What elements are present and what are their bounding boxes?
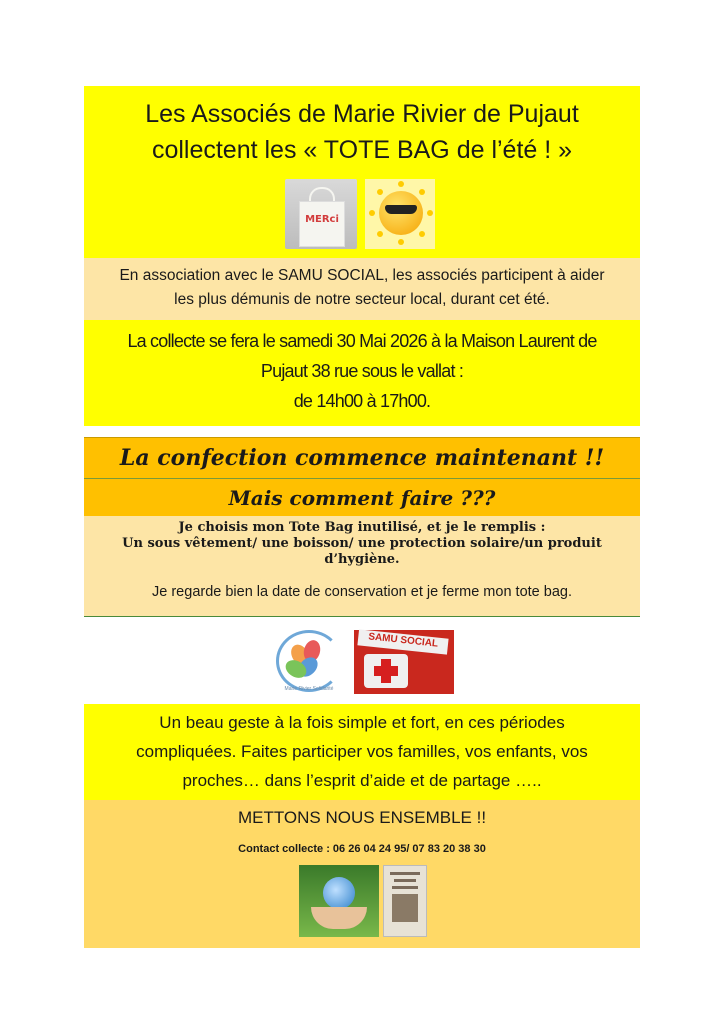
- instructions: [84, 516, 640, 617]
- header-section: [84, 86, 640, 258]
- instruction-line-2: Un sous vêtement/ une boisson/ une protection solaire/un produit: [122, 536, 602, 551]
- call-to-action: [84, 704, 640, 800]
- instruction-line-4: Je regarde bien la date de conservation et je ferme mon tote bag.: [152, 584, 572, 600]
- tote-bag-logo-text: MERci: [305, 214, 339, 225]
- book-cover-image: [383, 865, 427, 937]
- header-images: [285, 179, 445, 249]
- marie-rivier-caption: Marie Rivier Solidarité: [284, 686, 334, 692]
- cta-line-1: Un beau geste à la fois simple et fort, en ces périodes: [159, 713, 565, 732]
- page-title: [84, 86, 640, 168]
- cta-line-3: proches… dans l’esprit d’aide et de partage …..: [182, 771, 542, 790]
- association-line-1: En association avec le SAMU SOCIAL, les associés participent à aider: [119, 267, 605, 284]
- association-line-2: les plus démunis de notre secteur local, durant cet été.: [174, 291, 550, 308]
- samu-social-text: SAMU SOCIAL: [367, 631, 439, 650]
- red-cross-icon: [364, 654, 408, 688]
- instruction-line-1: Je choisis mon Tote Bag inutilisé, et je le remplis :: [178, 520, 546, 535]
- slogan: METTONS NOUS ENSEMBLE !!: [237, 808, 487, 827]
- contact-info: Contact collecte : 06 26 04 24 95/ 07 83 20 38 30: [238, 843, 486, 855]
- marie-rivier-logo: [270, 620, 348, 696]
- title-line-1: Les Associés de Marie Rivier de Pujaut: [145, 100, 579, 128]
- heading-how-to-text: Mais comment faire ???: [228, 486, 496, 510]
- collect-details: [84, 320, 640, 426]
- sun-sunglasses-image: [365, 179, 435, 249]
- tote-bag-image: [285, 179, 357, 249]
- cta-line-2: compliquées. Faites participer vos familles, vos enfants, vos: [136, 742, 588, 761]
- heading-how-to: [84, 478, 640, 516]
- heading-confection: [84, 437, 640, 478]
- bottom-images: [299, 865, 427, 937]
- association-text: [84, 258, 640, 320]
- earth-hands-image: [299, 865, 379, 937]
- instruction-line-3: d’hygiène.: [324, 552, 400, 567]
- slogan-section: [84, 800, 640, 948]
- collect-line-1: La collecte se fera le samedi 30 Mai 2026 à la Maison Laurent de: [127, 331, 597, 351]
- samu-social-logo: [354, 630, 454, 694]
- partner-logos: [270, 620, 456, 696]
- collect-time: de 14h00 à 17h00.: [293, 391, 431, 411]
- collect-line-2: Pujaut 38 rue sous le vallat :: [260, 361, 464, 381]
- title-line-2: collectent les « TOTE BAG de l’été ! »: [151, 136, 573, 164]
- heading-confection-text: La confection commence maintenant !!: [119, 445, 605, 471]
